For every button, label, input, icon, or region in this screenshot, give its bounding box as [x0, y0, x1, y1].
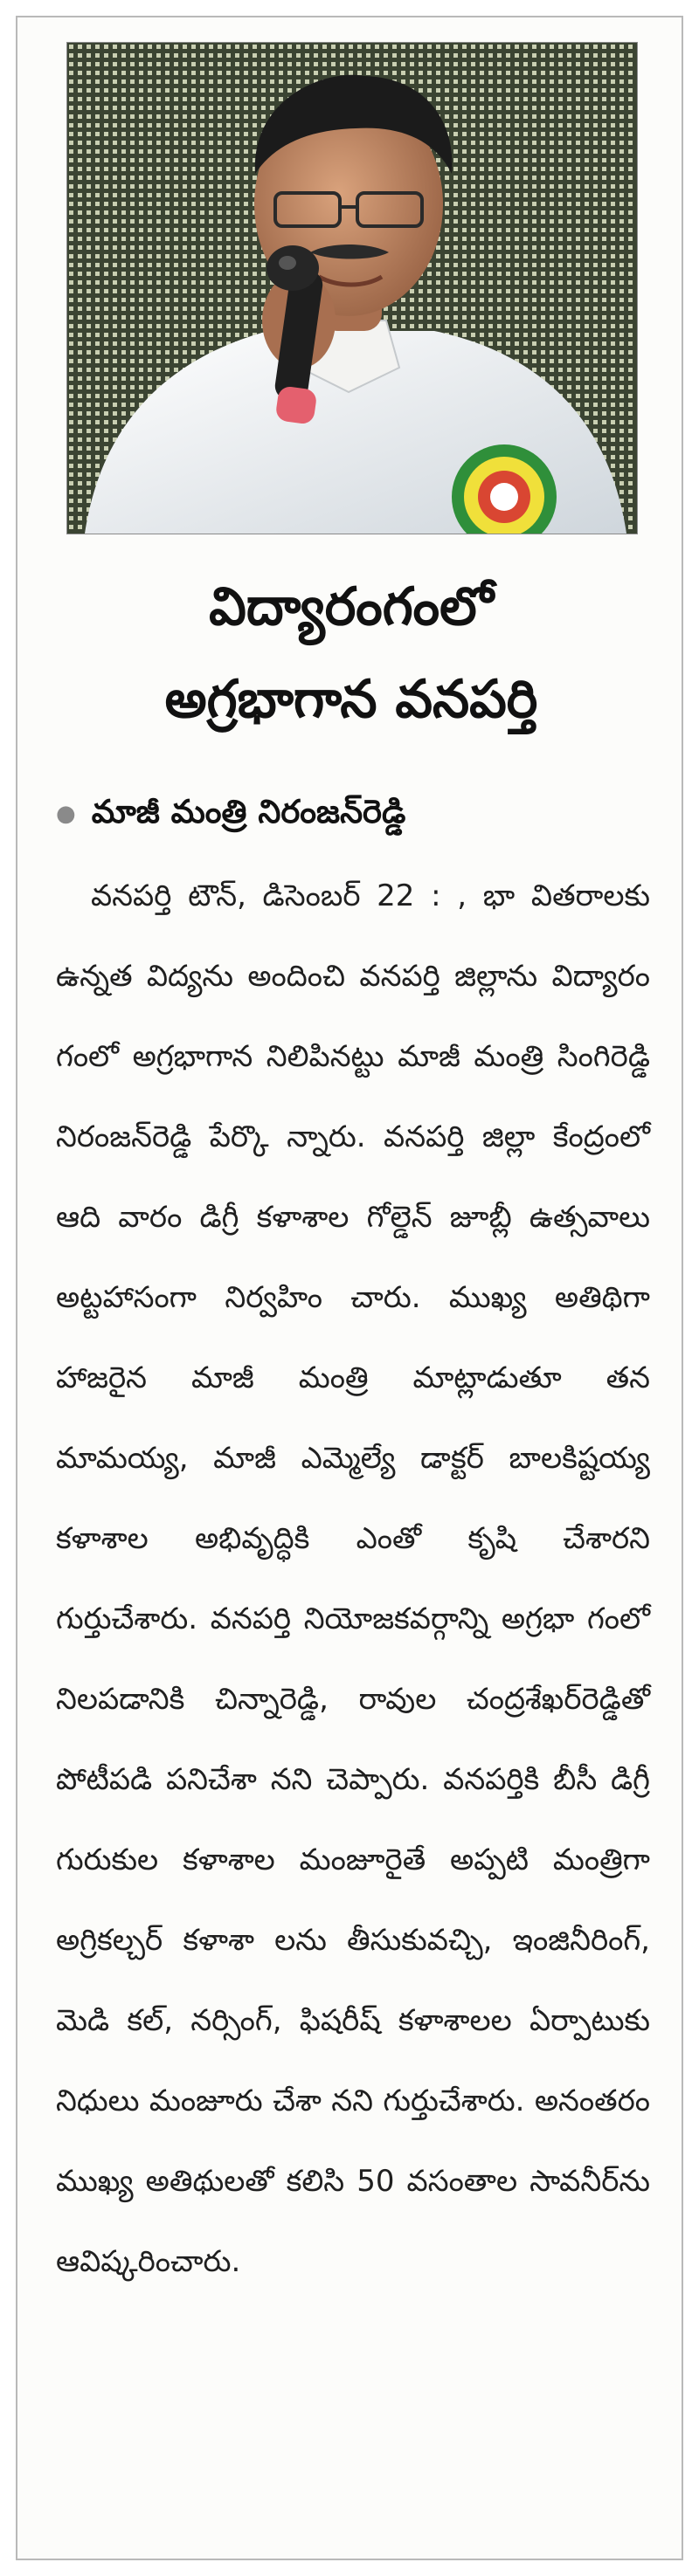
article-body-text: వనపర్తి టౌన్, డిసెంబర్ 22 : , భా వితరాలకు ఉన్నత విద్యను అందించి వనపర్తి జిల్లాను విద్యారం గంలో అగ్రభాగాన నిలిపినట్టు మాజీ మంత్రి సింగిరెడ్డి నిరంజన్‌రెడ్డి పేర్కొ న్నారు. వనపర్తి జిల్లా కేంద్రంలో ఆది వారం డిగ్రీ కళాశాల గోల్డెన్ జూబ్లీ ఉత్సవాలు అట్టహాసంగా నిర్వహిం చారు. ముఖ్య అతిథిగా హాజరైన మాజీ మంత్రి మాట్లాడుతూ తన మామయ్య, మాజీ ఎమ్మెల్యే డాక్టర్ బాలకిష్టయ్య కళాశాల అభివృద్ధికి ఎంతో కృషి చేశారని గుర్తుచేశారు. వనపర్తి నియోజకవర్గాన్ని అగ్రభా గంలో నిలపడానికి చిన్నారెడ్డి, రావుల చంద్రశేఖర్‌రెడ్డితో పోటీపడి పనిచేశా నని చెప్పారు. వనపర్తికి బీసీ డిగ్రీ గురుకుల కళాశాల మంజూరైతే అప్పటి మంత్రిగా అగ్రికల్చర్ కళాశా లను తీసుకువచ్చి, ఇంజినీరింగ్, మెడి కల్, నర్సింగ్, ఫిషరీష్ కళాశాలల ఏర్పాటుకు నిధులు మంజూరు చేశా నని గుర్తుచేశారు. అనంతరం ముఖ్య అతిథులతో కలిసి 50 వసంతాల సావనీర్‌ను ఆవిష్కరించారు. [56, 878, 650, 2279]
photo-image [67, 43, 637, 534]
news-clipping [16, 16, 683, 2560]
bullet-icon: ● [56, 800, 76, 827]
byline-text: మాజీ మంత్రి నిరంజన్‌రెడ్డి [91, 793, 406, 830]
headline-line-1: విద్యారంగంలో [209, 576, 494, 637]
headline-line-2: అగ్రభాగాన వనపర్తి [164, 669, 538, 730]
speaker-photo [66, 42, 638, 534]
byline [56, 793, 405, 838]
article-body [56, 856, 650, 2302]
